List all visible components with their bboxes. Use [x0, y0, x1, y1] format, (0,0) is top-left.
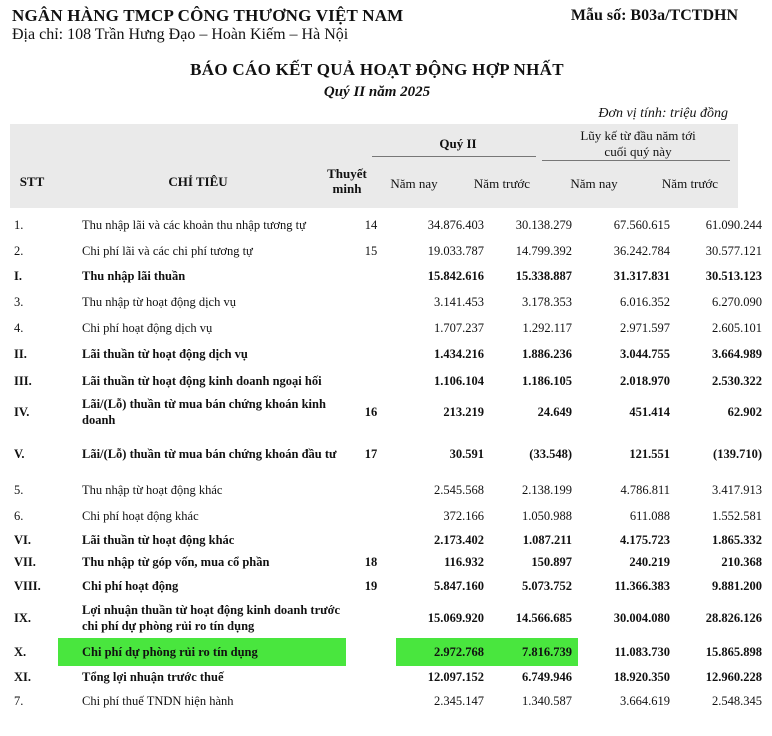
row-quarter-last-year: (33.548): [529, 447, 572, 461]
col-ytd-last-year: Năm trước: [661, 176, 719, 191]
table-row: [10, 315, 772, 340]
row-ytd-last-year: 2.605.101: [712, 320, 762, 335]
table-row: [10, 529, 772, 550]
row-quarter-this-year: 2.173.402: [434, 532, 484, 547]
row-quarter-last-year: 1.087.211: [522, 532, 572, 547]
col-ytd-line2: cuối quý này: [604, 144, 672, 159]
col-ytd-this-year: Năm nay: [570, 176, 618, 191]
row-quarter-this-year: 116.932: [444, 555, 484, 569]
row-quarter-last-year: 1.886.236: [522, 347, 572, 361]
table-row: [10, 638, 772, 666]
row-ytd-last-year: 61.090.244: [705, 218, 762, 232]
row-stt: VII.: [14, 555, 36, 569]
row-quarter-last-year: 1.186.105: [522, 373, 572, 388]
col-last-year: Năm trước: [473, 176, 531, 191]
row-indicator: Lãi thuần từ hoạt động kinh doanh ngoại hối: [82, 373, 322, 388]
row-indicator: Tổng lợi nhuận trước thuế: [82, 670, 224, 684]
row-ytd-this-year: 30.004.080: [613, 611, 670, 625]
row-ytd-this-year: 4.175.723: [620, 532, 670, 547]
row-quarter-last-year: 7.816.739: [488, 638, 578, 666]
row-quarter-this-year: 5.847.160: [434, 579, 484, 593]
table-row: [10, 477, 772, 503]
row-quarter-this-year: 15.069.920: [427, 611, 484, 625]
row-indicator: Thu nhập lãi và các khoản thu nhập tương tự: [82, 218, 306, 232]
unit-label: Đơn vị tính: triệu đồng: [598, 106, 728, 121]
row-note: [346, 315, 396, 340]
row-ytd-last-year: 2.548.345: [712, 694, 762, 708]
row-note: [346, 288, 396, 315]
row-ytd-last-year: 2.530.322: [712, 373, 762, 388]
row-quarter-last-year: 15.338.887: [515, 269, 572, 283]
table-row: [10, 688, 772, 714]
row-indicator: Chi phí hoạt động khác: [82, 509, 199, 523]
row-indicator: Chi phí thuế TNDN hiện hành: [82, 694, 234, 708]
row-note: [346, 666, 396, 688]
row-quarter-last-year: 1.292.117: [522, 320, 572, 335]
row-stt: 3.: [14, 294, 24, 309]
row-stt: 2.: [14, 244, 24, 258]
table-header: [10, 124, 738, 208]
row-quarter-this-year: 30.591: [449, 447, 484, 461]
row-ytd-last-year: 6.270.090: [712, 294, 762, 309]
row-indicator: Thu nhập lãi thuần: [82, 269, 186, 283]
row-quarter-last-year: 1.050.988: [522, 509, 572, 523]
col-ytd-line1: Lũy kế từ đầu năm tới: [580, 128, 696, 143]
table-row: [10, 598, 772, 638]
table-row: [10, 368, 772, 393]
row-stt: 6.: [14, 509, 24, 523]
table-row: [10, 550, 772, 574]
report-title: BÁO CÁO KẾT QUẢ HOẠT ĐỘNG HỢP NHẤT: [190, 60, 564, 79]
table-row: [10, 393, 772, 431]
row-quarter-this-year: 3.141.453: [434, 294, 484, 309]
row-quarter-this-year: 213.219: [443, 405, 484, 419]
row-ytd-this-year: 240.219: [629, 555, 670, 569]
row-ytd-this-year: 2.971.597: [620, 320, 670, 335]
form-code: Mẫu số: B03a/TCTDHN: [570, 7, 738, 24]
row-note: [346, 477, 396, 503]
row-ytd-this-year: 36.242.784: [613, 244, 670, 258]
results-table-body: [10, 212, 772, 714]
row-quarter-last-year: 150.897: [531, 555, 572, 569]
row-quarter-last-year: 6.749.946: [522, 670, 572, 684]
row-stt: V.: [14, 447, 25, 461]
row-indicator: Thu nhập từ góp vốn, mua cổ phần: [82, 555, 270, 569]
row-ytd-this-year: 6.016.352: [620, 294, 670, 309]
row-quarter-last-year: 2.138.199: [522, 483, 572, 497]
table-row: [10, 431, 772, 477]
ytd-underline: [542, 160, 730, 161]
report-period: Quý II năm 2025: [323, 84, 431, 100]
row-quarter-this-year: 1.707.237: [434, 320, 484, 335]
row-stt: 7.: [14, 694, 24, 708]
row-quarter-last-year: 1.340.587: [522, 694, 572, 708]
row-stt: 1.: [14, 218, 24, 232]
row-indicator: Thu nhập từ hoạt động dịch vụ: [82, 294, 236, 309]
row-ytd-this-year: 2.018.970: [620, 373, 670, 388]
row-quarter-this-year: 34.876.403: [427, 218, 484, 232]
row-note: 19: [364, 579, 378, 593]
row-ytd-last-year: 30.577.121: [705, 244, 762, 258]
col-note-line1: Thuyết: [327, 166, 367, 181]
row-quarter-last-year: 5.073.752: [522, 579, 572, 593]
row-ytd-this-year: 451.414: [629, 405, 670, 419]
row-stt: II.: [14, 347, 27, 361]
row-ytd-this-year: 11.366.383: [614, 579, 670, 593]
row-ytd-last-year: 9.881.200: [712, 579, 762, 593]
row-note: [346, 529, 396, 550]
col-stt: STT: [19, 174, 45, 189]
row-ytd-last-year: 28.826.126: [705, 611, 762, 625]
row-indicator: Chi phí dự phòng rủi ro tín dụng: [58, 638, 346, 666]
col-note-line2: minh: [332, 181, 362, 196]
row-ytd-last-year: 210.368: [721, 555, 762, 569]
row-indicator: Lãi thuần từ hoạt động khác: [82, 532, 235, 547]
table-row: [10, 238, 772, 264]
row-stt: VI.: [14, 532, 32, 547]
row-ytd-last-year: 30.513.123: [705, 269, 762, 283]
row-indicator: Lãi/(Lỗ) thuần từ mua bán chứng khoán kinh doanh: [82, 397, 326, 427]
row-quarter-this-year: 1.434.216: [434, 347, 484, 361]
row-indicator: Chi phí hoạt động: [82, 579, 179, 593]
row-quarter-last-year: 24.649: [537, 405, 572, 419]
row-quarter-last-year: 14.566.685: [515, 611, 572, 625]
row-quarter-this-year: 2.972.768: [396, 638, 488, 666]
row-quarter-last-year: 3.178.353: [522, 294, 572, 309]
row-stt: I.: [14, 269, 22, 283]
row-ytd-last-year: 12.960.228: [705, 670, 762, 684]
row-ytd-this-year: 121.551: [629, 447, 670, 461]
row-indicator: Lãi thuần từ hoạt động dịch vụ: [82, 347, 248, 361]
row-note: 18: [364, 555, 378, 569]
row-stt: III.: [14, 373, 32, 388]
row-note: [346, 368, 396, 393]
bank-name: NGÂN HÀNG TMCP CÔNG THƯƠNG VIỆT NAM: [12, 6, 404, 25]
row-note: [346, 503, 396, 529]
table-row: [10, 264, 772, 288]
row-indicator: Lợi nhuận thuần từ hoạt động kinh doanh trước chi phí dự phòng rủi ro tín dụng: [82, 603, 341, 633]
row-indicator: Chi phí lãi và các chi phí tương tự: [82, 244, 253, 258]
row-quarter-last-year: 30.138.279: [515, 218, 572, 232]
row-ytd-last-year: 15.865.898: [705, 645, 762, 659]
row-ytd-this-year: 67.560.615: [613, 218, 670, 232]
row-quarter-this-year: 372.166: [443, 509, 484, 523]
row-stt: 4.: [14, 320, 24, 335]
table-row: [10, 503, 772, 529]
row-note: [346, 688, 396, 714]
row-stt: IV.: [14, 405, 30, 419]
row-ytd-this-year: 4.786.811: [620, 483, 670, 497]
row-ytd-this-year: 31.317.831: [613, 269, 670, 283]
row-quarter-this-year: 2.545.568: [434, 483, 484, 497]
row-stt: IX.: [14, 611, 32, 625]
row-stt: VIII.: [14, 579, 41, 593]
row-ytd-last-year: 1.865.332: [712, 532, 762, 547]
row-quarter-this-year: 15.842.616: [427, 269, 484, 283]
row-ytd-last-year: 3.664.989: [712, 347, 762, 361]
row-note: 17: [364, 447, 378, 461]
table-row: [10, 212, 772, 238]
row-stt: 5.: [14, 483, 24, 497]
row-note: 16: [364, 405, 378, 419]
col-ytd-group: [540, 128, 736, 160]
row-ytd-last-year: 1.552.581: [712, 509, 762, 523]
table-row: [10, 574, 772, 598]
row-ytd-this-year: 3.664.619: [620, 694, 670, 708]
bank-address: Địa chỉ: 108 Trần Hưng Đạo – Hoàn Kiếm – Hà Nội: [12, 26, 349, 43]
table-row: [10, 340, 772, 368]
row-ytd-last-year: 62.902: [727, 405, 762, 419]
col-indicator: CHỈ TIÊU: [168, 174, 228, 189]
row-indicator: Lãi/(Lỗ) thuần từ mua bán chứng khoán đầu tư: [82, 447, 337, 461]
row-indicator: Thu nhập từ hoạt động khác: [82, 483, 223, 497]
row-stt: X.: [14, 645, 27, 659]
bank-header: [12, 6, 403, 44]
row-note: 14: [364, 218, 378, 232]
table-row: [10, 288, 772, 315]
quarter-underline: [372, 156, 536, 157]
row-note: [346, 264, 396, 288]
row-ytd-this-year: 18.920.350: [613, 670, 670, 684]
results-table: [10, 212, 772, 714]
col-this-year: Năm nay: [390, 176, 438, 191]
table-row: [10, 666, 772, 688]
row-note: [346, 340, 396, 368]
col-quarter-group: Quý II: [439, 136, 477, 151]
row-quarter-this-year: 1.106.104: [434, 373, 484, 388]
row-ytd-this-year: 611.088: [629, 509, 670, 523]
row-note: [346, 598, 396, 638]
row-ytd-last-year: 3.417.913: [712, 483, 762, 497]
row-ytd-this-year: 3.044.755: [620, 347, 670, 361]
row-quarter-this-year: 19.033.787: [427, 244, 484, 258]
row-quarter-this-year: 12.097.152: [427, 670, 484, 684]
row-note: [346, 638, 396, 666]
row-quarter-last-year: 14.799.392: [515, 244, 572, 258]
row-ytd-last-year: (139.710): [713, 447, 762, 461]
row-ytd-this-year: 11.083.730: [614, 645, 670, 659]
row-stt: XI.: [14, 670, 32, 684]
row-indicator: Chi phí hoạt động dịch vụ: [82, 320, 213, 335]
row-quarter-this-year: 2.345.147: [434, 694, 484, 708]
row-note: 15: [364, 244, 378, 258]
col-note: [324, 166, 370, 196]
